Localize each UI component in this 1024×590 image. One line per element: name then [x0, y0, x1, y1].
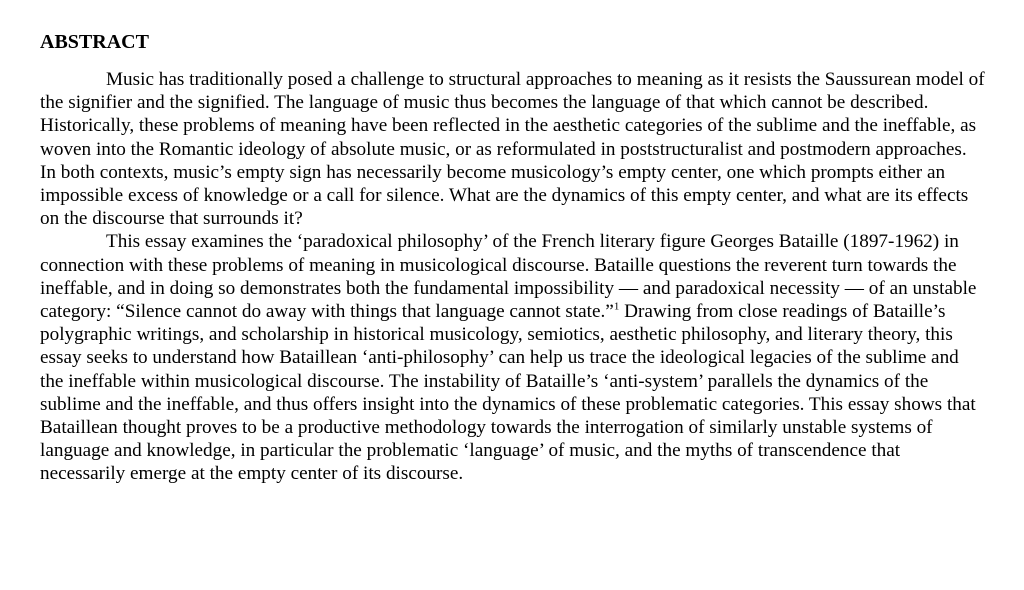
abstract-paragraph-2 [40, 230, 986, 485]
abstract-paragraph-1: Music has traditionally posed a challenge to structural approaches to meaning as it resists the Saussurean model of the signifier and the signified. The language of music thus becomes the language of that which cannot be described. Historically, these problems of meaning have been reflected in the aesthetic categories of the sublime and the ineffable, as woven into the Romantic ideology of absolute music, or as reformulated in poststructuralist and postmodern approaches. In both contexts, music’s empty sign has necessarily become musicology’s empty center, one which prompts either an impossible excess of knowledge or a call for silence. What are the dynamics of this empty center, and what are its effects on the discourse that surrounds it? [40, 69, 985, 230]
paragraph-2-text-a: This essay examines the ‘paradoxical philosophy’ of the French literary figure Georges Bataille (1897-1962) in connection with these problems of meaning in musicological discourse. Bataille questions the reverent turn towards the ineffable, and in doing so demonstrates both the fundamental impossibility — and paradoxical necessity — of an unstable category: “Silence cannot do away with things that language cannot state.” [40, 231, 977, 323]
abstract-heading: ABSTRACT [40, 31, 149, 53]
footnote-marker: 1 [613, 300, 620, 313]
document-page [40, 30, 986, 486]
paragraph-2-text-b: Drawing from close readings of Bataille’s polygraphic writings, and scholarship in historical musicology, semiotics, aesthetic philosophy, and literary theory, this essay seeks to understand how Bataillean ‘anti-philosophy’ can help us trace the ideological legacies of the sublime and the ineffable within musicological discourse. The instability of Bataille’s ‘anti-system’ parallels the dynamics of the sublime and the ineffable, and thus offers insight into the dynamics of these problematic categories. This essay shows that Bataillean thought proves to be a productive methodology towards the interrogation of similarly unstable systems of language and knowledge, in particular the problematic ‘language’ of music, and the myths of transcendence that necessarily emerge at the empty center of its discourse. [40, 301, 976, 485]
